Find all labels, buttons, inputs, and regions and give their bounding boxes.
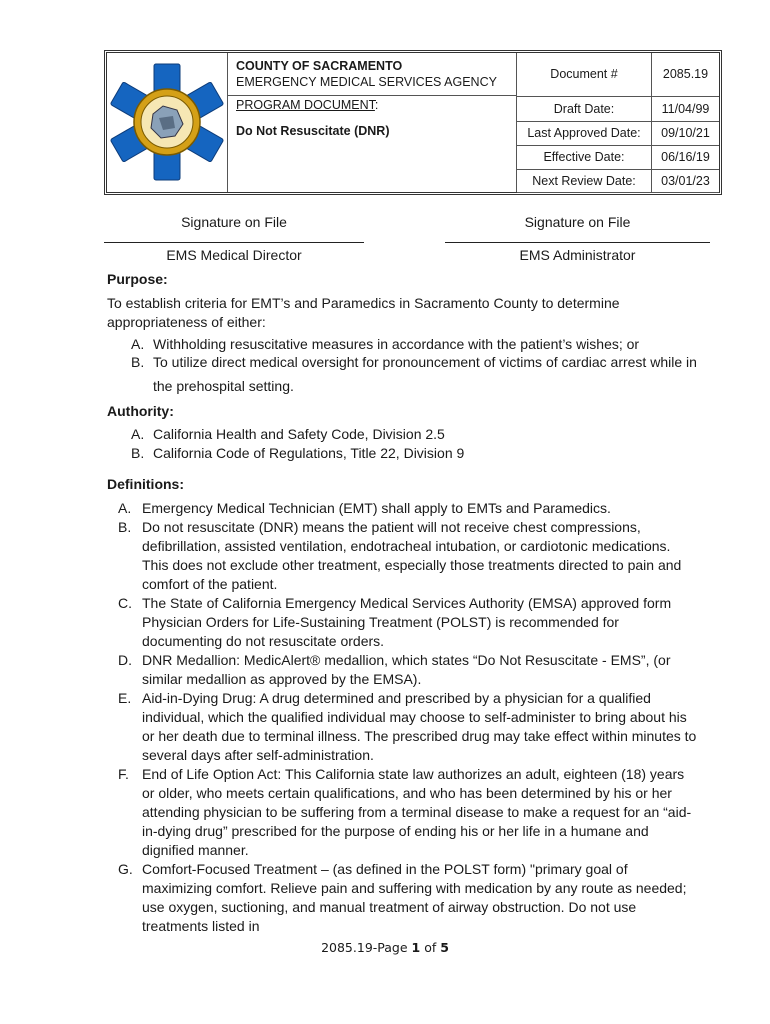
document-meta-table: [517, 53, 719, 193]
list-text: DNR Medallion: MedicAlert® medallion, which states “Do Not Resuscitate - EMS”, (or similar medallion as approved by the EMSA).: [142, 652, 671, 687]
list-item: [118, 499, 698, 518]
meta-row-document-number: [517, 53, 719, 96]
meta-label: Next Review Date:: [517, 169, 652, 192]
org-name: COUNTY OF SACRAMENTO: [236, 59, 403, 73]
list-item: [131, 425, 701, 444]
list-marker: A.: [131, 336, 145, 352]
list-text: California Health and Safety Code, Division 2.5: [153, 426, 445, 442]
meta-value: 11/04/99: [652, 96, 720, 121]
signature-right-title: EMS Administrator: [519, 247, 636, 263]
document-meta-cell: [516, 53, 719, 192]
document-title: Do Not Resuscitate (DNR): [236, 124, 390, 138]
list-marker: B.: [131, 354, 145, 370]
signature-left: Signature on File: [181, 214, 287, 230]
list-text: Emergency Medical Technician (EMT) shall apply to EMTs and Paramedics.: [142, 500, 611, 516]
list-marker: A.: [118, 500, 132, 516]
list-text: Do not resuscitate (DNR) means the patient will not receive chest compressions, defibrillation, assisted ventilation, endotracheal intubation, or cardiotonic medications. This does not exclude other treatment, especially those treatments directed to pain and comfort of the patient.: [142, 519, 682, 592]
agency-name: EMERGENCY MEDICAL SERVICES AGENCY: [236, 75, 497, 89]
signature-line-left: [104, 242, 364, 243]
meta-row-next-review: [517, 169, 719, 192]
purpose-intro: To establish criteria for EMT’s and Paramedics in Sacramento County to determine appropriateness of either:: [107, 295, 620, 330]
list-item: [118, 765, 698, 860]
list-item: [131, 350, 701, 398]
meta-label: Effective Date:: [517, 145, 652, 169]
list-text: End of Life Option Act: This California state law authorizes an adult, eighteen (18) years or older, who meets certain qualifications, and who has been determined by his or her attending physician to be suffering from a terminal disease to make a request for an “aid-in-dying drug” prescribed for the purpose of ending his or her life in a humane and dignified manner.: [142, 766, 692, 858]
list-item: [118, 518, 698, 594]
footer-prefix: 2085.19-Page: [321, 940, 412, 955]
list-marker: B.: [131, 445, 145, 461]
list-marker: C.: [118, 595, 132, 611]
list-item: [131, 444, 701, 463]
signature-line-right: [445, 242, 710, 243]
meta-row-draft-date: [517, 96, 719, 121]
definitions-list: [118, 499, 698, 936]
list-marker: E.: [118, 690, 132, 706]
list-text: Aid-in-Dying Drug: A drug determined and prescribed by a physician for a qualified individual, which the qualified individual may choose to self-administer to bring about his or her death due to terminal illness. The prescribed drug may take effect within minutes to several days after self-administration.: [142, 690, 697, 763]
signature-left-title: EMS Medical Director: [166, 247, 302, 263]
list-marker: A.: [131, 426, 145, 442]
list-marker: G.: [118, 861, 133, 877]
purpose-list: [131, 335, 701, 398]
signature-right: Signature on File: [524, 214, 631, 230]
meta-label: Last Approved Date:: [517, 121, 652, 145]
meta-label: Document #: [517, 53, 652, 96]
meta-value: 2085.19: [652, 53, 720, 96]
authority-list: [131, 425, 701, 463]
list-text: To utilize direct medical oversight for pronouncement of victims of cardiac arrest while in the prehospital setting.: [153, 354, 697, 394]
header-title-cell: [228, 53, 516, 192]
footer-page-number: 1: [411, 940, 421, 955]
list-marker: F.: [118, 766, 129, 782]
list-item: [118, 594, 698, 651]
footer-page-total: 5: [440, 940, 449, 955]
program-document-label: PROGRAM DOCUMENT:: [236, 98, 379, 112]
meta-row-last-approved: [517, 121, 719, 145]
list-item: [118, 651, 698, 689]
definitions-heading: Definitions:: [107, 476, 184, 492]
footer-of: of: [420, 940, 441, 955]
meta-value: 09/10/21: [652, 121, 720, 145]
meta-label: Draft Date:: [517, 96, 652, 121]
authority-heading: Authority:: [107, 403, 174, 419]
document-header-table: [104, 50, 722, 195]
list-marker: D.: [118, 652, 132, 668]
list-text: Withholding resuscitative measures in accordance with the patient’s wishes; or: [153, 336, 640, 352]
star-of-life-logo: [107, 53, 227, 192]
meta-value: 06/16/19: [652, 145, 720, 169]
meta-row-effective-date: [517, 145, 719, 169]
list-item: [118, 860, 698, 936]
page-footer: [0, 940, 770, 955]
purpose-heading: Purpose:: [107, 271, 168, 287]
list-marker: B.: [118, 519, 132, 535]
list-text: Comfort-Focused Treatment – (as defined in the POLST form) "primary goal of maximizing comfort. Relieve pain and suffering with medication by any route as needed; use oxygen, suctioning, and manual treatment of airway obstruction. Do not use treatments listed in: [142, 861, 687, 934]
header-divider: [228, 95, 516, 96]
list-item: [118, 689, 698, 765]
list-text: California Code of Regulations, Title 22, Division 9: [153, 445, 465, 461]
list-text: The State of California Emergency Medical Services Authority (EMSA) approved form Physician Orders for Life-Sustaining Treatment (POLST) is recommended for documenting do not resuscitate orders.: [142, 595, 672, 649]
ems-logo-cell: [107, 53, 228, 192]
meta-value: 03/01/23: [652, 169, 720, 192]
